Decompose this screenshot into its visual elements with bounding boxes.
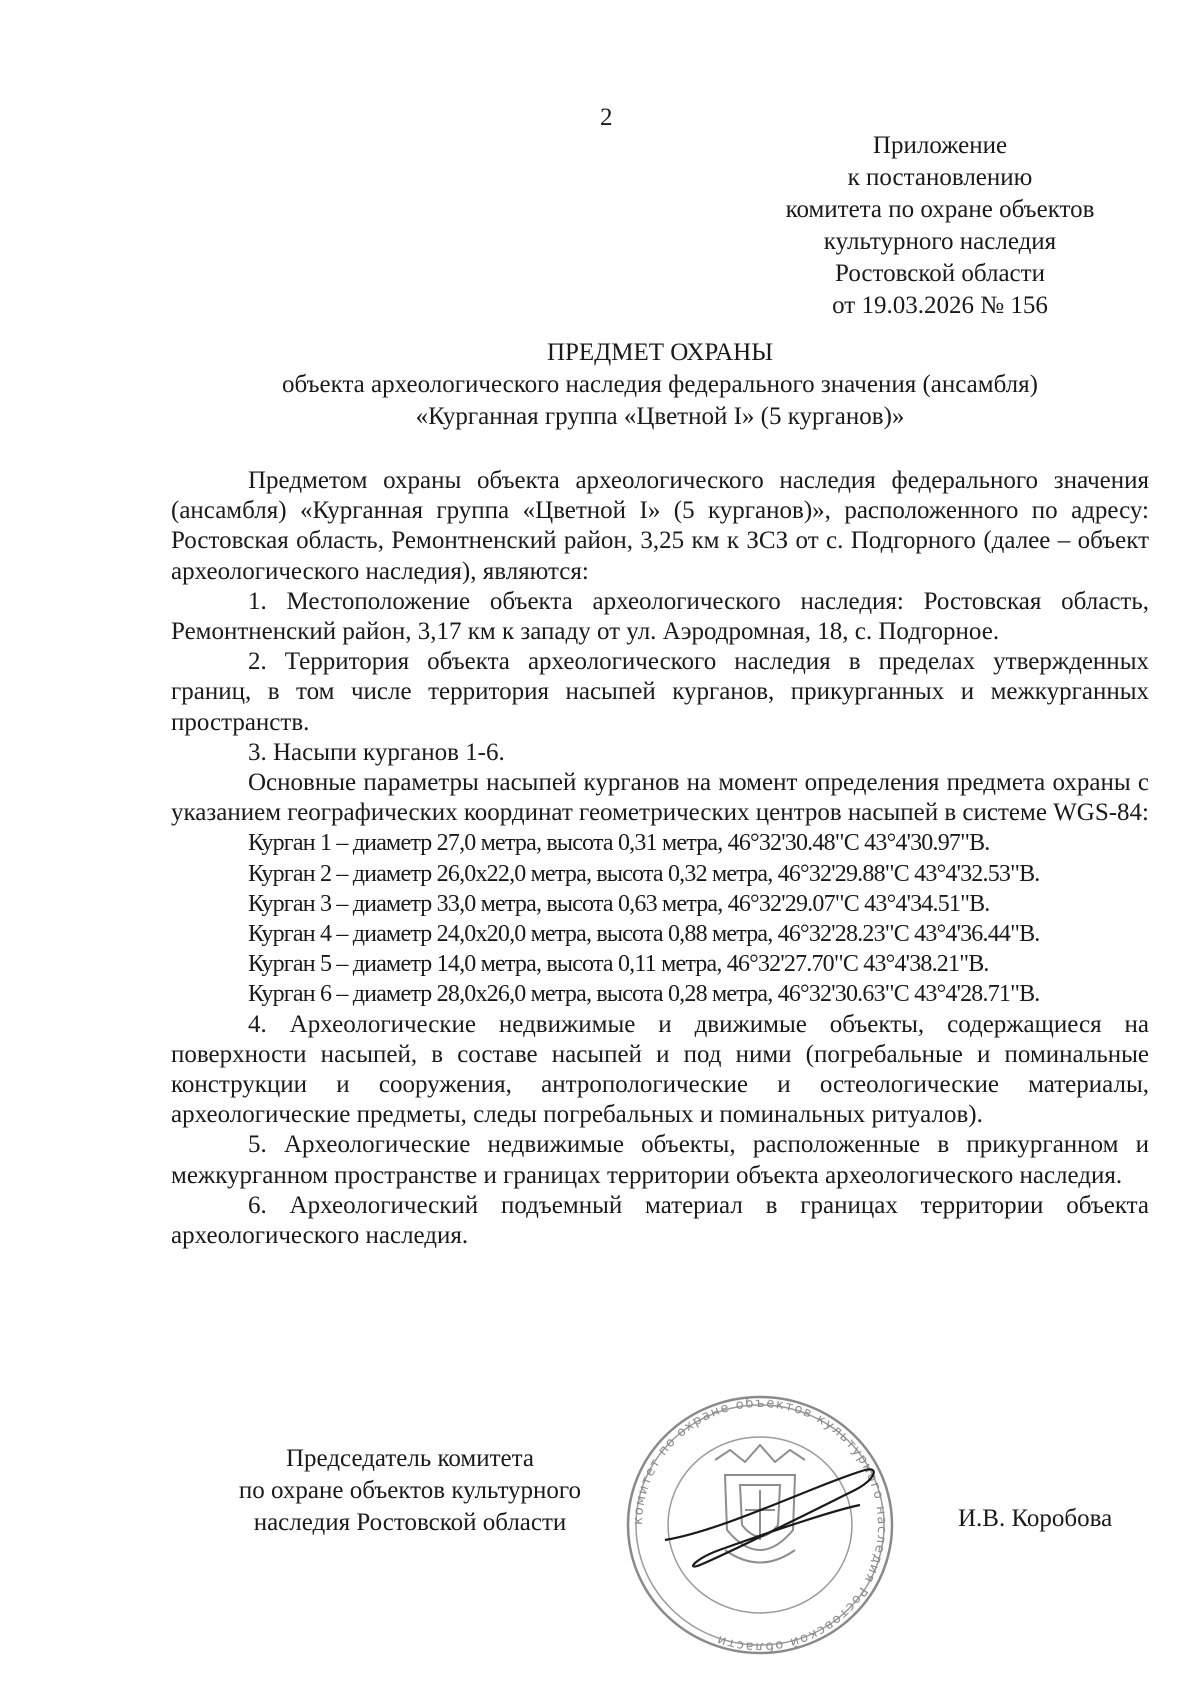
item-3-mounds: 3. Насыпи курганов 1-6.	[248, 738, 505, 766]
official-stamp-seal	[605, 1390, 915, 1660]
title-object-name: «Курганная группа «Цветной I» (5 курганов)»	[415, 403, 905, 430]
document-body	[171, 466, 1149, 1251]
signatory-position	[190, 1443, 630, 1539]
item-5-objects: 5. Археологические недвижимые объекты, расположенные в прикурганном и межкурганном пространстве и границах территории объекта археологического наследия.	[171, 1131, 1149, 1189]
item-6-material: 6. Археологический подъемный материал в границах территории объекта археологического наследия.	[171, 1191, 1149, 1250]
kurgan-line-4: Курган 4 – диаметр 24,0х20,0 метра, высота 0,88 метра, 46°32'28.23"С 43°4'36.44"В.	[248, 921, 1040, 948]
stamp-text: комитет по охране объектов культурного наследия Ростовской области	[630, 1395, 890, 1655]
appendix-line: Ростовской области	[835, 260, 1045, 287]
appendix-line: Приложение	[872, 132, 1008, 159]
document-title	[150, 337, 1170, 433]
appendix-block	[740, 130, 1140, 322]
appendix-line: комитета по охране объектов	[785, 196, 1095, 223]
signatory-position-line: наследия Ростовской области	[253, 1509, 567, 1536]
appendix-line: к постановлению	[847, 164, 1033, 191]
appendix-date-number: от 19.03.2026 № 156	[832, 292, 1048, 319]
signatory-name: И.В. Коробова	[958, 1505, 1113, 1532]
intro-paragraph: Предметом охраны объекта археологического наследия федерального значения (ансамбля) «Курганная группа «Цветной I» (5 курганов)», расположенного по адресу: Ростовская область, Ремонтненский район, 3,25 км к ЗСЗ от с. Подгорного (далее – объект археологического наследия), являются:	[171, 467, 1149, 585]
signatory-position-line: по охране объектов культурного	[238, 1477, 582, 1504]
kurgan-line-1: Курган 1 – диаметр 27,0 метра, высота 0,31 метра, 46°32'30.48"С 43°4'30.97"В.	[248, 830, 990, 857]
kurgan-line-3: Курган 3 – диаметр 33,0 метра, высота 0,63 метра, 46°32'29.07"С 43°4'34.51"В.	[248, 890, 990, 917]
item-4-objects: 4. Археологические недвижимые и движимые объекты, содержащиеся на поверхности насыпей, в составе насыпей и под ними (погребальные и поминальные конструкции и сооружения, антропологические и остеологические материалы, археологические предметы, следы погребальных и поминальных ритуалов).	[171, 1010, 1149, 1129]
params-paragraph: Основные параметры насыпей курганов на момент определения предмета охраны с указанием географических координат геометрических центров насыпей в системе WGS-84:	[171, 769, 1150, 827]
signatory-position-line: Председатель комитета	[286, 1445, 534, 1472]
item-2-territory: 2. Территория объекта археологического наследия в пределах утвержденных границ, в том числе территория насыпей курганов, прикурганных и межкурганных пространств.	[171, 648, 1149, 736]
kurgan-line-5: Курган 5 – диаметр 14,0 метра, высота 0,11 метра, 46°32'27.70"С 43°4'38.21"В.	[248, 951, 989, 978]
page-number: 2	[600, 104, 613, 131]
kurgan-line-6: Курган 6 – диаметр 28,0х26,0 метра, высота 0,28 метра, 46°32'30.63"С 43°4'28.71"В.	[248, 981, 1040, 1008]
item-1-location: 1. Местоположение объекта археологического наследия: Ростовская область, Ремонтненский район, 3,17 км к западу от ул. Аэродромная, 18, с. Подгорное.	[171, 587, 1149, 646]
appendix-line: культурного наследия	[823, 228, 1057, 255]
title-subtitle: объекта археологического наследия федерального значения (ансамбля)	[282, 371, 1038, 398]
kurgan-line-2: Курган 2 – диаметр 26,0х22,0 метра, высота 0,32 метра, 46°32'29.88"С 43°4'32.53"В.	[248, 860, 1040, 887]
title-heading: ПРЕДМЕТ ОХРАНЫ	[546, 339, 774, 366]
